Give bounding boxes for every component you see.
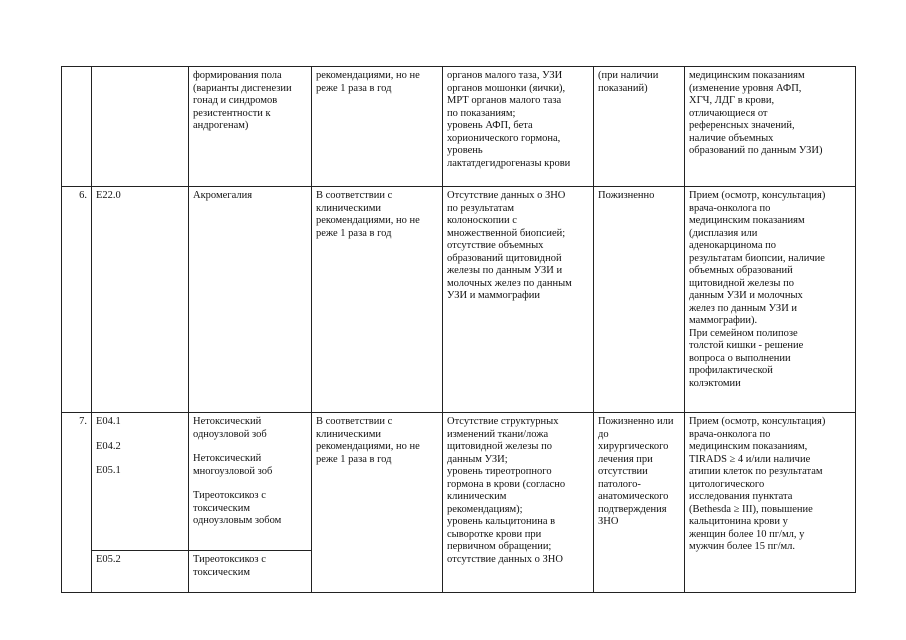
control-criteria: Отсутствие данных о ЗНО по результатам колоноскопии с множественной биопсией; отсутствие объемных образований щитовидной железы по данным УЗИ и молочных желез по данным УЗИ и маммографии (443, 187, 594, 413)
icd-code: E05.1 (96, 465, 121, 476)
observation-duration: Пожизненно или до хирургического лечения при отсутствии патолого- анатомического подтверждения ЗНО (594, 413, 685, 593)
icd-code-group (92, 413, 189, 551)
row-number: 6. (62, 187, 92, 413)
table-row (62, 67, 856, 187)
icd-code (92, 67, 189, 187)
icd-code: E05.2 (92, 551, 189, 593)
table-row (62, 413, 856, 551)
disease-name: формирования пола (варианты дисгенезии гонад и синдромов резистентности к андрогенам) (189, 67, 312, 187)
table-row (62, 187, 856, 413)
disease-name-group (189, 413, 312, 551)
disease-name: Нетоксический одноузловой зоб (193, 416, 267, 440)
recommended-actions: Прием (осмотр, консультация) врача-онколога по медицинским показаниям, TIRADS ≥ 4 и/или наличие атипии клеток по результатам цитологического исследования пунктата (Bethesda ≥ III), повышение кальцитонина крови у женщин более 10 пг/мл, у мужчин более 15 пг/мл. (685, 413, 856, 593)
recommended-actions: медицинским показаниям (изменение уровня АФП, ХГЧ, ЛДГ в крови, отличающиеся от реферeнсных значений, наличие объемных образований по данным УЗИ) (685, 67, 856, 187)
observation-frequency: В соответствии с клиническими рекомендациями, но не реже 1 раза в год (312, 187, 443, 413)
icd-code: E04.2 (96, 440, 121, 452)
recommended-actions: Прием (осмотр, консультация) врача-онколога по медицинским показаниям (дисплазия или аденокарцинома по результатам биопсии, наличие объемных образований щитовидной железы по данным УЗИ и молочных желез по данным УЗИ и маммографии). При семейном полипозе толстой кишки - решение вопроса о выполнении профилактической колэктомии (685, 187, 856, 413)
control-criteria: Отсутствие структурных изменений ткани/ложа щитовидной железы по данным УЗИ; уровень тиреотропного гормона в крови (согласно клиническим рекомендациям); уровень кальцитонина в сыворотке крови при первичном обращении; отсутствие данных о ЗНО (443, 413, 594, 593)
icd-code: E22.0 (92, 187, 189, 413)
observation-duration: Пожизненно (594, 187, 685, 413)
observation-frequency: В соответствии с клиническими рекомендациями, но не реже 1 раза в год (312, 413, 443, 593)
row-number: 7. (62, 413, 92, 593)
disease-name: Акромегалия (189, 187, 312, 413)
observation-frequency: рекомендациями, но не реже 1 раза в год (312, 67, 443, 187)
observation-duration: (при наличии показаний) (594, 67, 685, 187)
disease-name: Тиреотоксикоз с токсическим (189, 551, 312, 593)
disease-name: Тиреотоксикоз с токсическим одноузловым зобом (193, 490, 282, 526)
disease-name: Нетоксический многоузловой зоб (193, 453, 273, 477)
row-number (62, 67, 92, 187)
control-criteria: органов малого таза, УЗИ органов мошонки (яички), МРТ органов малого таза по показаниям; уровень АФП, бета хорионического гормона, уровень лактатдегидрогеназы крови (443, 67, 594, 187)
recommendations-table (61, 66, 856, 593)
icd-code: E04.1 (96, 416, 121, 427)
